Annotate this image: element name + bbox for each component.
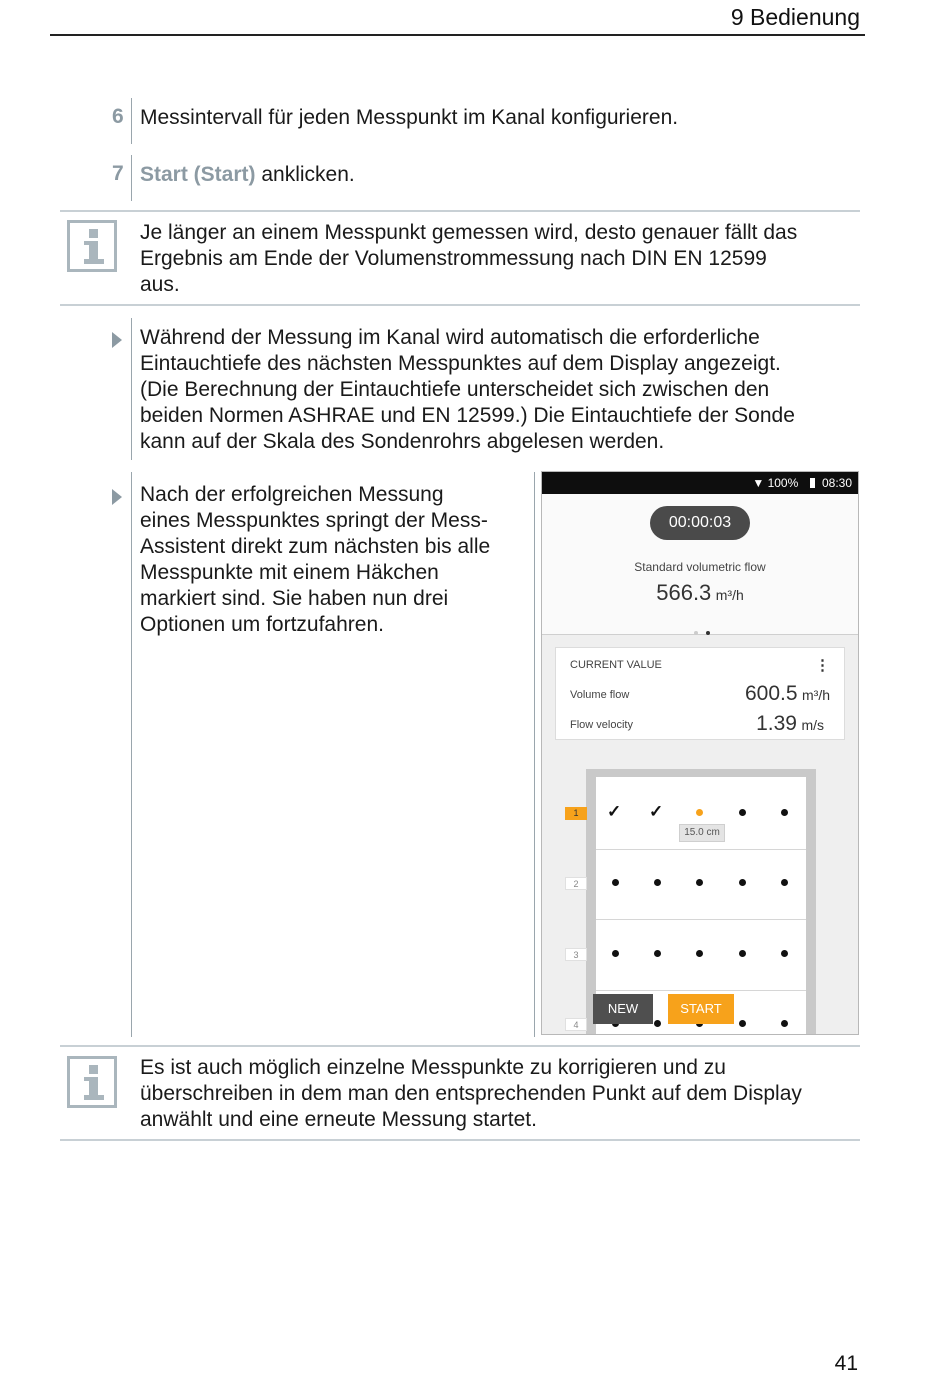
result-text-1-line: (Die Berechnung der Eintauchtiefe unterscheidet sich zwischen den <box>140 378 770 401</box>
new-button[interactable]: NEW <box>593 994 653 1024</box>
row-tag-2[interactable]: 2 <box>565 877 587 890</box>
row-value-number: 600.5 <box>744 682 798 705</box>
grid-separator <box>596 849 806 850</box>
info-note-2 <box>140 1055 855 1133</box>
info-rule-bottom <box>60 304 860 306</box>
main-value-unit: m³/h <box>715 587 744 603</box>
row-value-unit: m³/h <box>802 687 830 703</box>
result-text-1-line: beiden Normen ASHRAE und EN 12599.) Die Eintauchtiefe der Sonde <box>140 404 795 427</box>
current-value-card <box>555 647 845 740</box>
measurement-point[interactable] <box>696 950 703 957</box>
row-value <box>756 712 824 736</box>
main-value <box>542 580 858 606</box>
info-note-2-line: Es ist auch möglich einzelne Messpunkte zu korrigieren und zu <box>140 1056 726 1079</box>
more-options-icon[interactable]: ⋮ <box>815 657 830 674</box>
measurement-point[interactable] <box>739 950 746 957</box>
result-divider <box>131 318 132 460</box>
measurement-point[interactable] <box>654 879 661 886</box>
row-value-unit: m/s <box>801 717 824 733</box>
timer-pill: 00:00:03 <box>650 506 750 540</box>
screenshot-divider <box>534 472 535 1037</box>
result-text-2 <box>140 482 490 638</box>
result-text-2-line: Nach der erfolgreichen Messung <box>140 483 444 506</box>
chapter-title: 9 Bedienung <box>730 4 860 30</box>
row-label: Volume flow <box>570 689 630 701</box>
check-icon[interactable]: ✓ <box>649 802 664 821</box>
status-bar <box>542 472 858 494</box>
battery-level: 100% <box>767 476 799 490</box>
result-text-2-line: Messpunkte mit einem Häkchen <box>140 561 439 584</box>
main-value-number: 566.3 <box>656 580 712 605</box>
measurement-point[interactable] <box>781 879 788 886</box>
current-value-title: CURRENT VALUE <box>570 659 662 671</box>
row-value-number: 1.39 <box>756 712 797 735</box>
row-tag-1[interactable]: 1 <box>565 807 587 820</box>
result-text-2-line: eines Messpunktes springt der Mess- <box>140 509 488 532</box>
step-divider <box>131 98 132 144</box>
step-text-6: Messintervall für jeden Messpunkt im Kanal konfigurieren. <box>140 106 679 129</box>
row-tag-4[interactable]: 4 <box>565 1018 587 1031</box>
row-label: Flow velocity <box>570 719 633 731</box>
info-rule-bottom <box>60 1139 860 1141</box>
step-number-7: 7 <box>112 162 124 185</box>
measurement-point[interactable] <box>739 809 746 816</box>
result-text-1 <box>140 325 795 455</box>
device-screenshot <box>541 471 859 1035</box>
info-icon <box>67 220 117 272</box>
step-divider <box>131 155 132 201</box>
measurement-point[interactable] <box>696 879 703 886</box>
check-icon[interactable]: ✓ <box>607 802 622 821</box>
header-rule <box>50 34 865 36</box>
wifi-icon: ▼ <box>752 476 765 490</box>
info-rule-top <box>60 210 860 212</box>
clock: 08:30 <box>821 476 852 490</box>
measurement-point[interactable] <box>612 879 619 886</box>
row-tag-3[interactable]: 3 <box>565 948 587 961</box>
measurement-point[interactable] <box>612 950 619 957</box>
step-text-7-bold: Start (Start) <box>140 163 256 186</box>
measurement-point[interactable] <box>781 950 788 957</box>
measurement-point[interactable] <box>781 1020 788 1027</box>
result-text-1-line: Während der Messung im Kanal wird automatisch die erforderliche <box>140 326 760 349</box>
depth-label: 15.0 cm <box>679 824 725 842</box>
start-button[interactable]: START <box>668 994 734 1024</box>
step-number-6: 6 <box>112 105 124 128</box>
info-rule-top <box>60 1045 860 1047</box>
info-icon <box>67 1056 117 1108</box>
page-dot-active[interactable] <box>706 631 710 635</box>
info-note-1-line: Ergebnis am Ende der Volumenstrommessung nach DIN EN 12599 <box>140 247 767 270</box>
result-text-1-line: kann auf der Skala des Sondenrohrs abgelesen werden. <box>140 430 665 453</box>
row-value <box>745 682 830 706</box>
result-text-2-line: markiert sind. Sie haben nun drei <box>140 587 449 610</box>
measurement-point[interactable] <box>654 950 661 957</box>
result-text-1-line: Eintauchtiefe des nächsten Messpunktes auf dem Display angezeigt. <box>140 352 781 375</box>
step-text-7 <box>140 162 355 188</box>
grid-separator <box>596 990 806 991</box>
info-note-1 <box>140 220 855 298</box>
info-note-2-line: überschreiben in dem man den entsprechenden Punkt auf dem Display <box>140 1082 802 1105</box>
step-text-7-rest: anklicken. <box>255 163 355 186</box>
page-dot[interactable] <box>694 631 698 635</box>
grid-separator <box>596 919 806 920</box>
page-number: 41 <box>834 1352 858 1375</box>
measurement-point[interactable] <box>654 1020 661 1027</box>
measurement-point[interactable] <box>739 1020 746 1027</box>
result-text-2-line: Optionen um fortzufahren. <box>140 613 384 636</box>
info-note-1-line: aus. <box>140 273 180 296</box>
measurement-point[interactable] <box>781 809 788 816</box>
result-arrow-icon <box>112 489 122 505</box>
result-arrow-icon <box>112 332 122 348</box>
result-divider <box>131 472 132 1037</box>
measurement-point-current[interactable] <box>696 809 703 816</box>
measurement-point[interactable] <box>739 879 746 886</box>
page-indicator[interactable] <box>690 622 714 640</box>
battery-icon <box>810 478 815 488</box>
main-value-label: Standard volumetric flow <box>634 560 766 574</box>
info-note-2-line: anwählt und eine erneute Messung startet. <box>140 1108 537 1131</box>
measurement-panel <box>542 494 858 635</box>
info-note-1-line: Je länger an einem Messpunkt gemessen wird, desto genauer fällt das <box>140 221 798 244</box>
status-right <box>752 476 852 490</box>
result-text-2-line: Assistent direkt zum nächsten bis alle <box>140 535 491 558</box>
